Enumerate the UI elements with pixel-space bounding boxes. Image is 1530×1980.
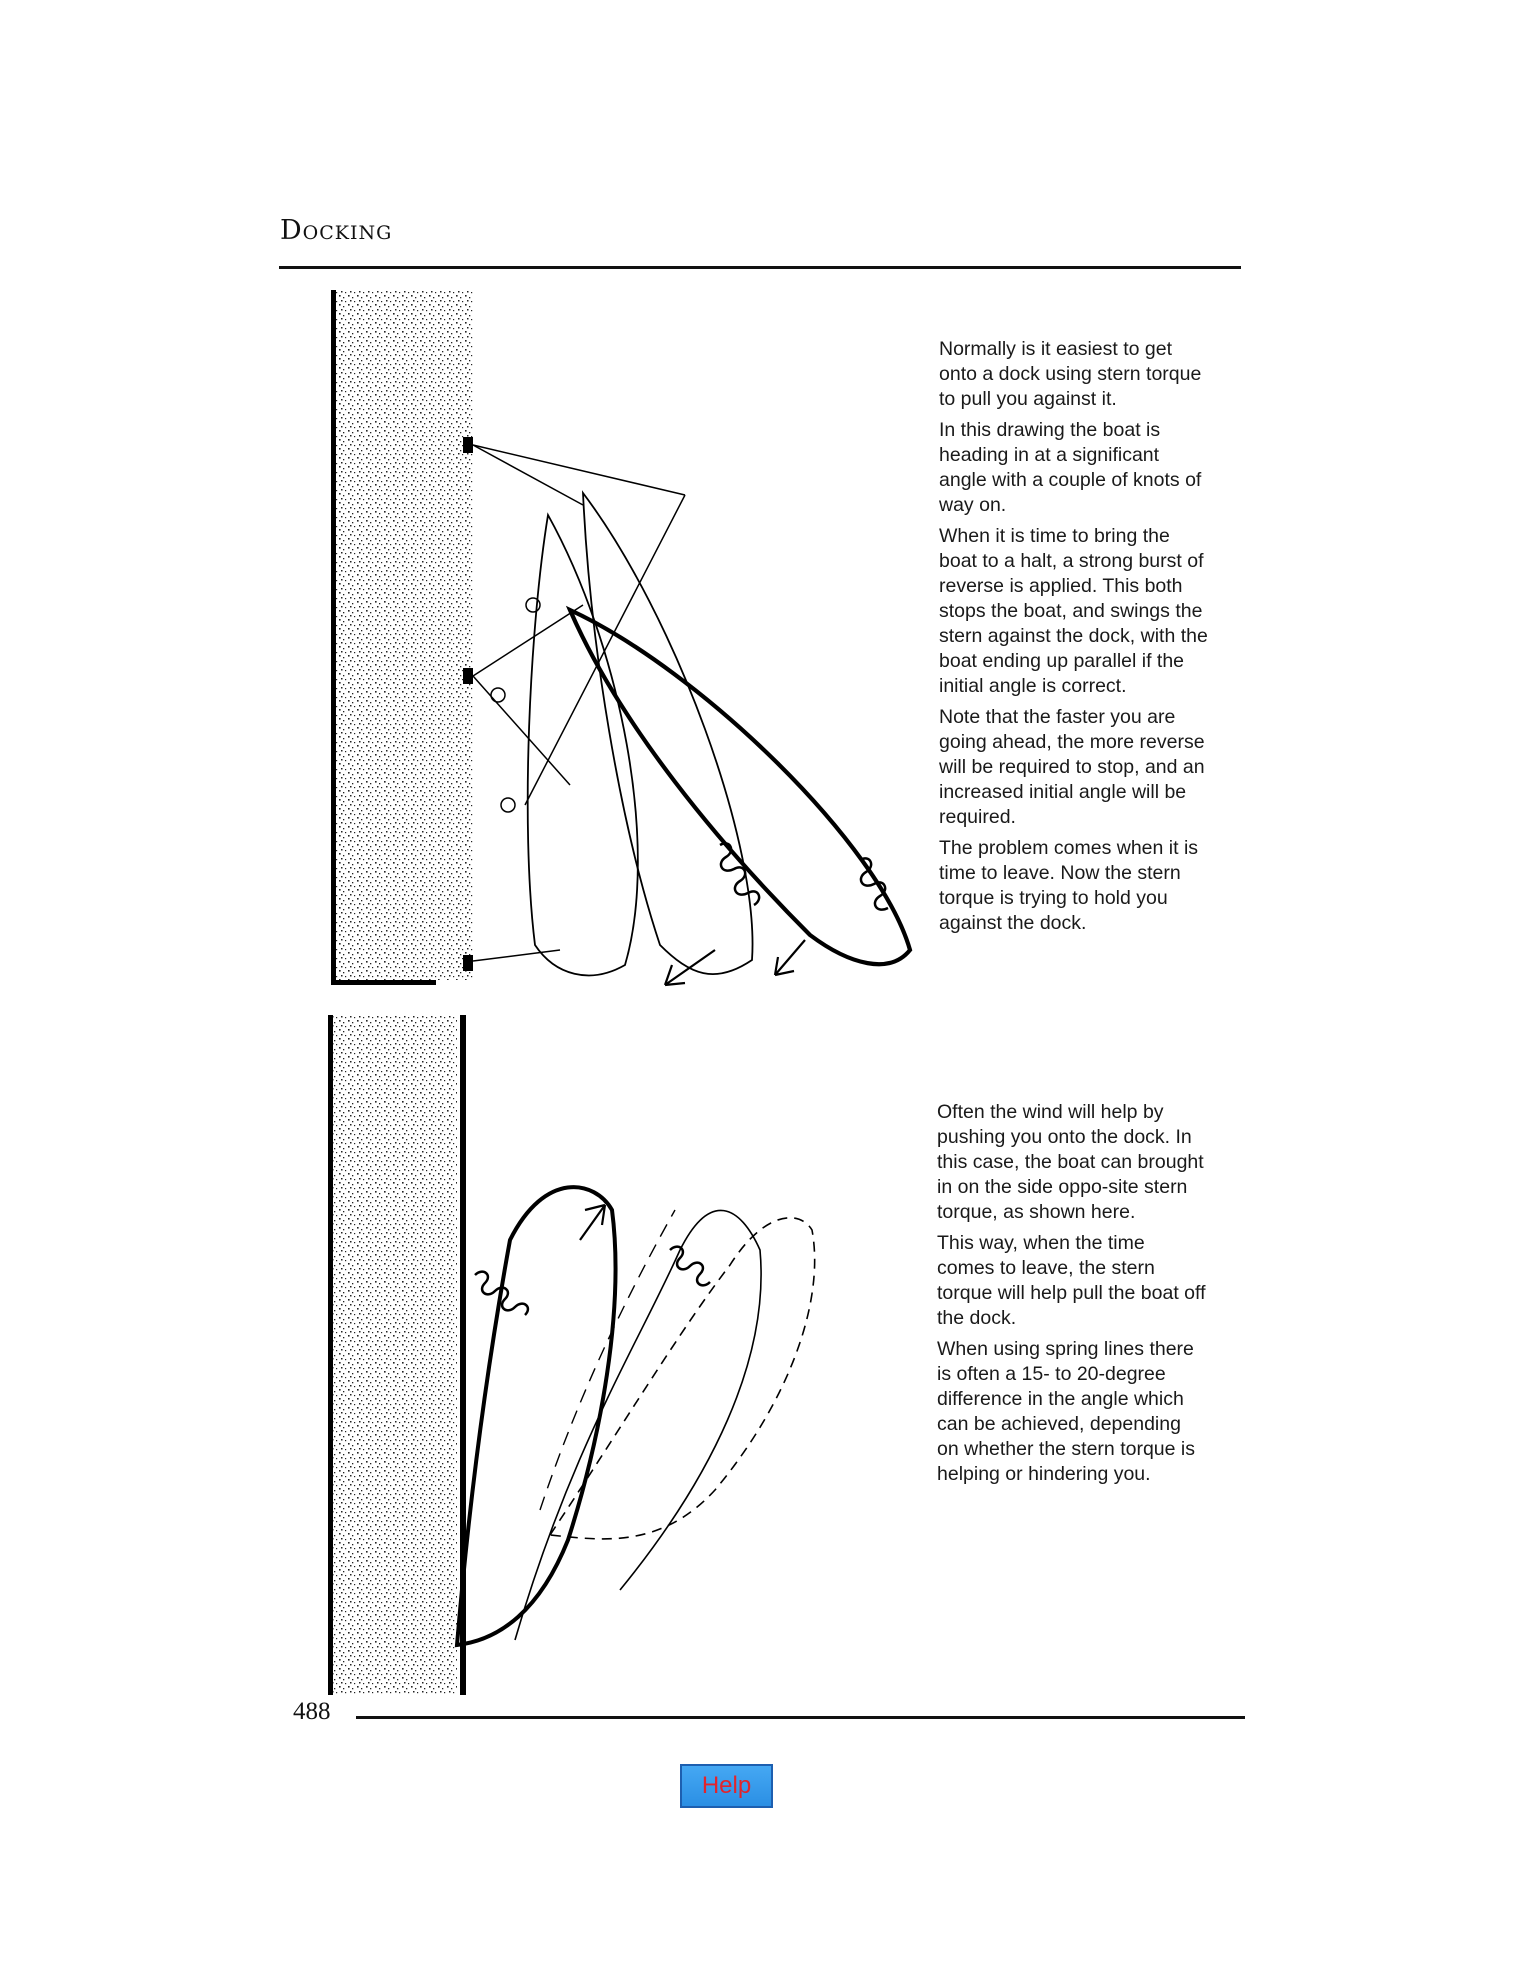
header-divider (279, 266, 1241, 269)
paragraph: This way, when the time comes to leave, the stern torque will help pull the boat off the dock. (937, 1232, 1206, 1329)
paragraph: Note that the faster you are going ahead, the more reverse will be required to stop, and an increased initial angle will be required. (939, 706, 1205, 828)
text-column-bottom (937, 1100, 1207, 1493)
docking-illustration-top (320, 285, 940, 1000)
paragraph: When using spring lines there is often a 15- to 20-degree difference in the angle which can be achieved, depending on whether the stern torque is helping or hindering you. (937, 1338, 1195, 1485)
text-column-top (939, 337, 1209, 942)
boat-outline-middle (583, 493, 753, 974)
docking-illustration-bottom (320, 1010, 920, 1700)
boat-outline-final (570, 610, 910, 964)
page-number: 488 (293, 1698, 331, 1725)
dock (331, 290, 474, 985)
dock (328, 1015, 466, 1695)
arrow-icon (665, 940, 805, 985)
help-button[interactable]: Help (680, 1764, 773, 1808)
boat-outline-final (457, 1187, 616, 1645)
paragraph: Often the wind will help by pushing you onto the dock. In this case, the boat can brought in on the side oppo-site stern torque, as shown here. (937, 1101, 1204, 1223)
footer-divider (356, 1716, 1245, 1719)
paragraph: The problem comes when it is time to leave. Now the stern torque is trying to hold you against the dock. (939, 837, 1199, 934)
paragraph: Normally is it easiest to get onto a dock using stern torque to pull you against it. (939, 338, 1202, 410)
page-title: Docking (280, 215, 393, 246)
paragraph: When it is time to bring the boat to a halt, a strong burst of reverse is applied. This both stops the boat, and swings the stern against the dock, with the boat ending up parallel if the initial angle is correct. (939, 525, 1208, 697)
arrow-icon (580, 1205, 605, 1240)
propeller-wash-icon (475, 1247, 710, 1315)
boat-outline-initial (528, 515, 638, 975)
paragraph: In this drawing the boat is heading in at a significant angle with a couple of knots of way on. (939, 419, 1202, 516)
propeller-wash-icon (720, 843, 888, 909)
mooring-lines (473, 445, 685, 961)
boat-outline-initial (550, 1218, 815, 1539)
boat-outlines (457, 1187, 815, 1645)
boat-outlines (528, 493, 910, 975)
